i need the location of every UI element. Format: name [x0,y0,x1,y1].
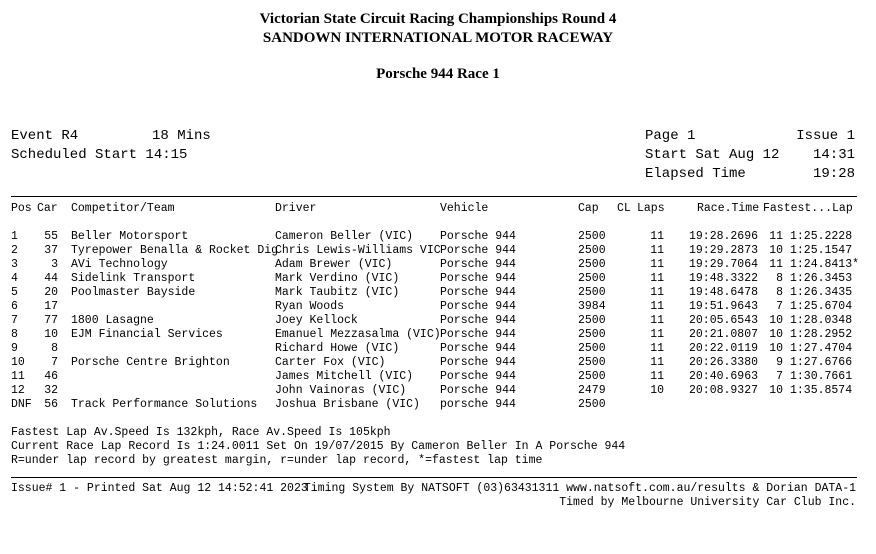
cell-car: 3 [51,258,58,271]
cell-fastest-lap-no: 7 [776,300,783,313]
cell-fastest-lap-no: 9 [776,356,783,369]
championship-title: Victorian State Circuit Racing Championships Round 4 [259,11,617,27]
cell-cap: 2500 [578,244,606,257]
cell-pos: 6 [11,300,18,313]
cell-car: 77 [44,314,58,327]
cell-team: Tyrepower Benalla & Rocket Dig [71,244,279,257]
cell-driver: Cameron Beller (VIC) [275,230,414,243]
cell-fastest-time: 1:35.8574 [790,384,853,397]
cell-car: 8 [51,342,58,355]
cell-pos: 3 [11,258,18,271]
cell-vehicle: Porsche 944 [440,286,516,299]
cell-team: EJM Financial Services [71,328,223,341]
cell-vehicle: Porsche 944 [440,230,516,243]
col-car: Car [37,202,58,215]
cell-pos: DNF [11,398,32,411]
cell-cap: 2500 [578,230,606,243]
cell-car: 46 [44,370,58,383]
cell-vehicle: Porsche 944 [440,356,516,369]
start-date: Start Sat Aug 12 [645,147,780,163]
table-row [0,328,853,342]
venue-title: SANDOWN INTERNATIONAL MOTOR RACEWAY [262,30,614,46]
cell-pos: 10 [11,356,25,369]
event-duration: 18 Mins [152,128,211,144]
cell-fastest-time: 1:28.2952 [790,328,853,341]
cell-fastest-lap-no: 7 [776,370,783,383]
cell-pos: 7 [11,314,18,327]
cell-driver: John Vainoras (VIC) [275,384,407,397]
cell-team: AVi Technology [71,258,168,271]
col-cl: CL [617,202,631,215]
cell-fastest-lap-no: 10 [769,314,783,327]
cell-fastest-time: 1:25.6704 [790,300,853,313]
cell-driver: Richard Howe (VIC) [275,342,400,355]
cell-laps: 11 [650,300,664,313]
timing-system-info: Timing System By NATSOFT (03)63431311 www.natsoft.com.au/results & Dorian DATA-1 [303,482,856,495]
cell-team: Track Performance Solutions [71,398,258,411]
cell-team: Poolmaster Bayside [71,286,196,299]
cell-car: 10 [44,328,58,341]
col-racetime: Race.Time [697,202,760,215]
cell-racetime: 19:29.7064 [688,258,758,271]
cell-vehicle: Porsche 944 [440,314,516,327]
cell-fastest-time: 1:25.1547 [790,244,853,257]
scheduled-start: Scheduled Start 14:15 [11,147,188,163]
cell-fastest-lap-no: 10 [769,244,783,257]
col-cap: Cap [578,202,599,215]
cell-cap: 2500 [578,314,606,327]
cell-fastest-lap-no: 8 [776,272,783,285]
cell-pos: 2 [11,244,18,257]
col-vehicle: Vehicle [440,202,489,215]
cell-vehicle: Porsche 944 [440,244,516,257]
cell-fastest-lap-no: 10 [769,342,783,355]
cell-vehicle: porsche 944 [440,398,516,411]
cell-pos: 12 [11,384,25,397]
table-row [0,314,853,328]
cell-fastest-time: 1:28.0348 [790,314,853,327]
cell-laps: 11 [650,342,664,355]
table-row [0,342,853,356]
printed-info: Issue# 1 - Printed Sat Aug 12 14:52:41 2023 [11,482,308,495]
header-rule [11,196,857,197]
cell-car: 32 [44,384,58,397]
cell-driver: James Mitchell (VIC) [275,370,414,383]
cell-car: 44 [44,272,58,285]
cell-pos: 8 [11,328,18,341]
lap-record-note: Current Race Lap Record Is 1:24.0011 Set On 19/07/2015 By Cameron Beller In A Porsche 944 [11,440,626,453]
cell-car: 7 [51,356,58,369]
cell-laps: 11 [650,314,664,327]
table-row [0,356,853,370]
table-row [0,370,853,384]
cell-driver: Emanuel Mezzasalma (VIC) [275,328,441,341]
cell-car: 20 [44,286,58,299]
cell-fastest-lap-no: 10 [769,384,783,397]
table-row [0,244,853,258]
cell-cap: 2500 [578,370,606,383]
cell-vehicle: Porsche 944 [440,328,516,341]
cell-cap: 3984 [578,300,606,313]
cell-fastest-time: 1:27.6766 [790,356,853,369]
speed-note: Fastest Lap Av.Speed Is 132kph, Race Av.Speed Is 105kph [11,426,391,439]
cell-racetime: 19:48.3322 [688,272,758,285]
cell-cap: 2500 [578,328,606,341]
cell-laps: 11 [650,244,664,257]
col-laps: Laps [637,202,665,215]
cell-pos: 11 [11,370,25,383]
table-row [0,384,853,398]
cell-racetime: 20:08.9327 [688,384,758,397]
cell-fastest-lap-no: 11 [769,230,783,243]
cell-vehicle: Porsche 944 [440,300,516,313]
cell-car: 55 [44,230,58,243]
cell-laps: 10 [650,384,664,397]
cell-racetime: 19:29.2873 [688,244,758,257]
table-row [0,300,853,314]
cell-laps: 11 [650,286,664,299]
column-headers [0,202,853,216]
race-title: Porsche 944 Race 1 [376,66,500,82]
table-row [0,286,853,300]
cell-racetime: 20:26.3380 [688,356,758,369]
cell-team: Sidelink Transport [71,272,196,285]
cell-vehicle: Porsche 944 [440,258,516,271]
cell-car: 56 [44,398,58,411]
cell-fastest-time: 1:24.8413* [790,258,860,271]
col-team: Competitor/Team [71,202,175,215]
cell-racetime: 20:22.0119 [688,342,758,355]
cell-cap: 2500 [578,272,606,285]
cell-racetime: 20:21.0807 [688,328,758,341]
col-driver: Driver [275,202,317,215]
issue-number: Issue 1 [796,128,855,144]
cell-car: 37 [44,244,58,257]
cell-racetime: 19:51.9643 [688,300,758,313]
table-row [0,272,853,286]
cell-driver: Mark Verdino (VIC) [275,272,400,285]
cell-racetime: 19:48.6478 [688,286,758,299]
cell-laps: 11 [650,230,664,243]
table-row [0,398,606,412]
cell-vehicle: Porsche 944 [440,370,516,383]
cell-pos: 1 [11,230,18,243]
cell-racetime: 20:40.6963 [688,370,758,383]
cell-fastest-time: 1:25.2228 [790,230,853,243]
footer-rule [11,477,857,478]
cell-pos: 9 [11,342,18,355]
cell-vehicle: Porsche 944 [440,384,516,397]
timed-by-info: Timed by Melbourne University Car Club Inc. [559,496,856,509]
cell-vehicle: Porsche 944 [440,272,516,285]
cell-driver: Ryan Woods [275,300,345,313]
cell-fastest-time: 1:26.3435 [790,286,853,299]
cell-pos: 4 [11,272,18,285]
cell-fastest-lap-no: 11 [769,258,783,271]
col-fastest: Fastest...Lap [763,202,853,215]
cell-laps: 11 [650,328,664,341]
cell-cap: 2479 [578,384,606,397]
cell-cap: 2500 [578,356,606,369]
cell-cap: 2500 [578,398,606,411]
cell-driver: Carter Fox (VIC) [275,356,386,369]
cell-driver: Joey Kellock [275,314,358,327]
elapsed-time: 19:28 [812,166,855,182]
cell-vehicle: Porsche 944 [440,342,516,355]
cell-cap: 2500 [578,342,606,355]
cell-cap: 2500 [578,258,606,271]
cell-team: Beller Motorsport [71,230,189,243]
page-number: Page 1 [645,128,696,144]
cell-team: 1800 Lasagne [71,314,154,327]
table-row [0,230,853,244]
cell-racetime: 19:28.2696 [688,230,758,243]
cell-fastest-time: 1:26.3453 [790,272,853,285]
cell-fastest-time: 1:27.4704 [790,342,853,355]
cell-laps: 11 [650,272,664,285]
cell-fastest-lap-no: 10 [769,328,783,341]
event-label: Event R4 [11,128,79,144]
cell-cap: 2500 [578,286,606,299]
cell-laps: 11 [650,258,664,271]
col-pos: Pos [11,202,32,215]
table-row [0,258,860,272]
cell-driver: Adam Brewer (VIC) [275,258,393,271]
cell-car: 17 [44,300,58,313]
cell-driver: Mark Taubitz (VIC) [275,286,400,299]
cell-fastest-lap-no: 8 [776,286,783,299]
cell-team: Porsche Centre Brighton [71,356,230,369]
cell-driver: Chris Lewis-Williams VIC [275,244,441,257]
start-time: 14:31 [812,147,855,163]
cell-pos: 5 [11,286,18,299]
cell-fastest-time: 1:30.7661 [790,370,853,383]
cell-driver: Joshua Brisbane (VIC) [275,398,420,411]
legend-note: R=under lap record by greatest margin, r=under lap record, *=fastest lap time [11,454,543,467]
cell-laps: 11 [650,356,664,369]
elapsed-label: Elapsed Time [645,166,746,182]
cell-racetime: 20:05.6543 [688,314,758,327]
cell-laps: 11 [650,370,664,383]
